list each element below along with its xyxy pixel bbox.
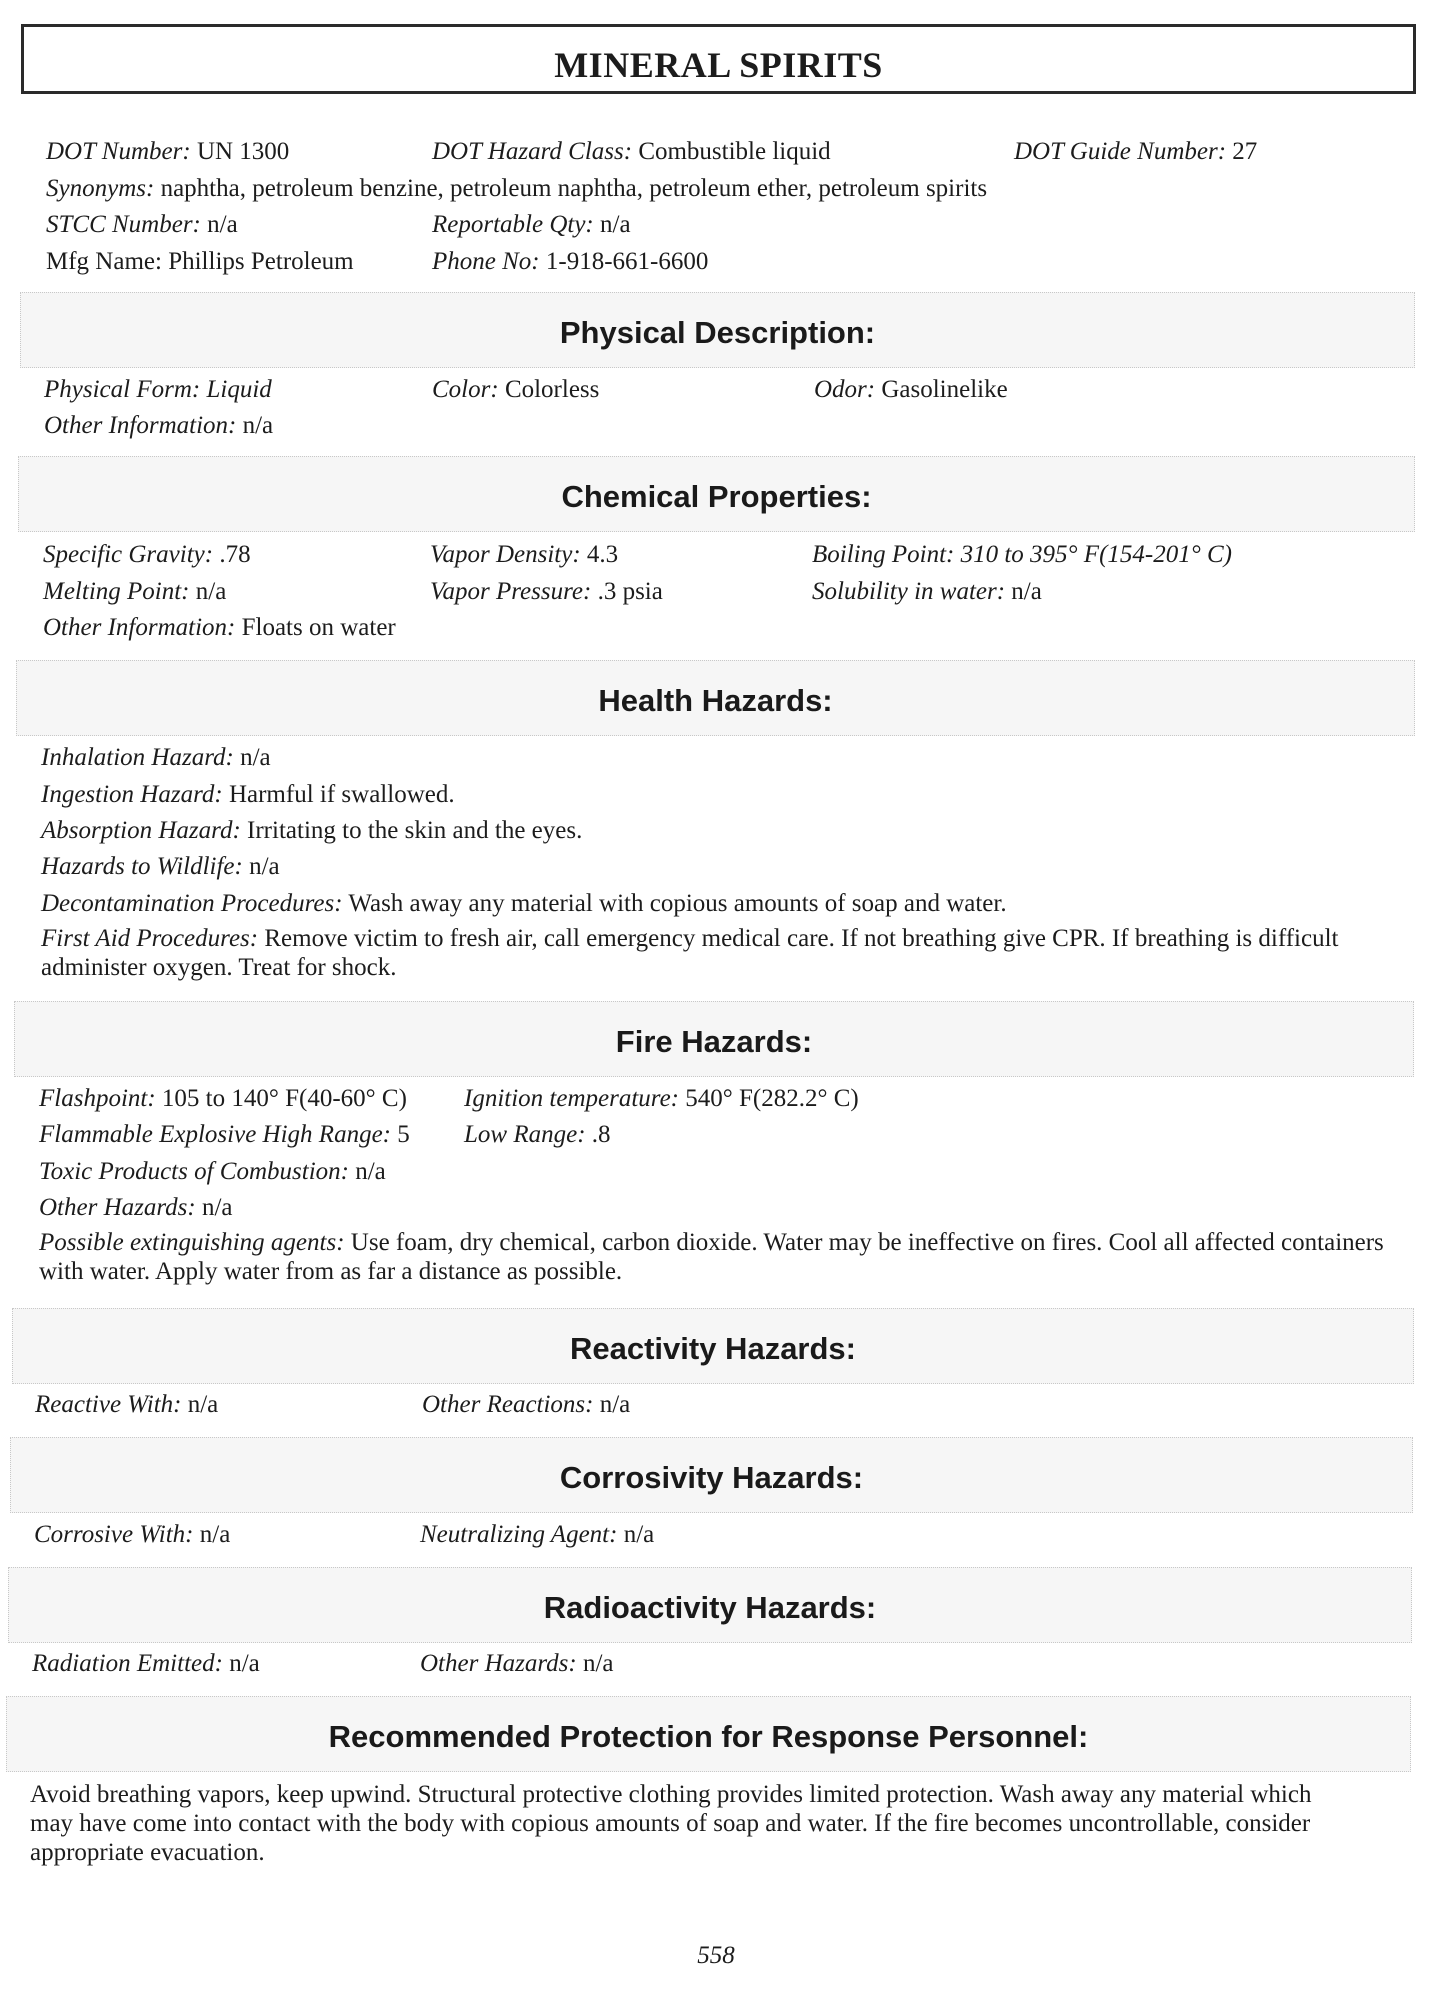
- radiation-emitted-field: [32, 1651, 260, 1676]
- extinguishing-agents-field: [39, 1228, 1411, 1286]
- color-label: Color:: [432, 376, 499, 403]
- decontamination-value: Wash away any material with copious amounts of soap and water.: [348, 890, 1007, 917]
- ingestion-hazard-field: [41, 782, 455, 807]
- wildlife-hazard-label: Hazards to Wildlife:: [41, 853, 243, 880]
- physical-other-info-value: n/a: [242, 412, 274, 439]
- synonyms-field: [46, 176, 987, 201]
- radiation-emitted-value: n/a: [229, 1650, 260, 1677]
- chemical-properties-heading: Chemical Properties:: [561, 479, 872, 514]
- melting-point-field: [43, 579, 226, 604]
- odor-label: Odor:: [814, 376, 876, 403]
- color-value: Colorless: [504, 376, 600, 403]
- chemical-other-info-label: Other Information:: [43, 614, 236, 641]
- physical-other-info-field: [44, 413, 273, 438]
- flashpoint-value: 105 to 140° F(40-60° C): [161, 1085, 407, 1112]
- synonyms-label: Synonyms:: [46, 175, 155, 202]
- low-range-label: Low Range:: [464, 1121, 586, 1148]
- vapor-density-field: [430, 542, 618, 567]
- ignition-temperature-label: Ignition temperature:: [464, 1085, 680, 1112]
- dot-number-value: UN 1300: [196, 138, 290, 165]
- radio-other-hazards-field: [420, 1651, 614, 1676]
- phone-no-value: 1-918-661-6600: [545, 248, 709, 275]
- reactive-with-value: n/a: [187, 1391, 219, 1418]
- corrosive-with-field: [34, 1522, 230, 1547]
- reportable-qty-field: [432, 212, 631, 237]
- inhalation-hazard-value: n/a: [240, 744, 271, 771]
- phone-no-field: [432, 249, 708, 274]
- dot-guide-number-label: DOT Guide Number:: [1014, 138, 1227, 165]
- fire-hazards-band: [14, 1001, 1414, 1077]
- health-hazards-heading: Health Hazards:: [598, 683, 833, 718]
- wildlife-hazard-value: n/a: [249, 853, 280, 880]
- radio-other-hazards-label: Other Hazards:: [420, 1650, 577, 1677]
- reactive-with-label: Reactive With:: [35, 1391, 182, 1418]
- physical-other-info-label: Other Information:: [44, 412, 237, 439]
- boiling-point-field: [812, 542, 1232, 567]
- specific-gravity-field: [43, 542, 251, 567]
- boiling-point-label: Boiling Point:: [812, 541, 955, 568]
- stcc-number-label: STCC Number:: [46, 211, 201, 238]
- corrosivity-hazards-heading: Corrosivity Hazards:: [559, 1460, 864, 1495]
- dot-hazard-class-label: DOT Hazard Class:: [432, 138, 633, 165]
- solubility-label: Solubility in water:: [812, 578, 1006, 605]
- dot-guide-number-value: 27: [1232, 138, 1258, 165]
- low-range-field: [464, 1122, 611, 1147]
- other-reactions-label: Other Reactions:: [422, 1391, 594, 1418]
- decontamination-field: [41, 891, 1007, 916]
- radioactivity-hazards-heading: Radioactivity Hazards:: [543, 1590, 877, 1625]
- first-aid-value: Remove victim to fresh air, call emergency medical care. If not breathing give CPR. If breathing is difficult administer oxygen. Treat for shock.: [41, 925, 1339, 981]
- extinguishing-agents-value: Use foam, dry chemical, carbon dioxide. Water may be ineffective on fires. Cool all affected containers with water. Apply water from as far a distance as possible.: [39, 1229, 1384, 1285]
- first-aid-field: [41, 924, 1411, 982]
- reactivity-hazards-band: [12, 1308, 1414, 1384]
- fire-hazards-heading: Fire Hazards:: [615, 1024, 813, 1059]
- phone-no-label: Phone No:: [432, 248, 540, 275]
- inhalation-hazard-label: Inhalation Hazard:: [41, 744, 234, 771]
- radioactivity-hazards-band: [8, 1567, 1412, 1643]
- high-range-label: Flammable Explosive High Range:: [39, 1121, 391, 1148]
- physical-description-heading: Physical Description:: [559, 315, 876, 350]
- specific-gravity-value: .78: [219, 541, 251, 568]
- specific-gravity-label: Specific Gravity:: [43, 541, 214, 568]
- ingestion-hazard-value: Harmful if swallowed.: [228, 781, 455, 808]
- melting-point-label: Melting Point:: [43, 578, 190, 605]
- stcc-number-value: n/a: [207, 211, 238, 238]
- corrosivity-hazards-band: [10, 1437, 1413, 1513]
- chemical-other-info-field: [43, 615, 396, 640]
- radiation-emitted-label: Radiation Emitted:: [32, 1650, 223, 1677]
- toxic-products-label: Toxic Products of Combustion:: [39, 1158, 349, 1185]
- page-title: MINERAL SPIRITS: [554, 45, 883, 85]
- high-range-value: 5: [397, 1121, 410, 1148]
- dot-hazard-class-value: Combustible liquid: [638, 138, 831, 165]
- melting-point-value: n/a: [195, 578, 227, 605]
- chemical-properties-band: [18, 456, 1415, 532]
- reactive-with-field: [35, 1392, 218, 1417]
- dot-guide-number-field: [1014, 139, 1257, 164]
- synonyms-value: naphtha, petroleum benzine, petroleum naphtha, petroleum ether, petroleum spirits: [160, 175, 988, 202]
- solubility-field: [812, 579, 1042, 604]
- chemical-other-info-value: Floats on water: [241, 614, 396, 641]
- mfg-name-value: Phillips Petroleum: [168, 248, 354, 275]
- dot-number-label: DOT Number:: [46, 138, 191, 165]
- first-aid-label: First Aid Procedures:: [41, 925, 259, 952]
- mfg-name-label: Mfg Name:: [46, 248, 162, 275]
- inhalation-hazard-field: [41, 745, 271, 770]
- reportable-qty-value: n/a: [600, 211, 631, 238]
- corrosive-with-label: Corrosive With:: [34, 1521, 194, 1548]
- radio-other-hazards-value: n/a: [582, 1650, 614, 1677]
- ignition-temperature-field: [464, 1086, 859, 1111]
- reactivity-hazards-heading: Reactivity Hazards:: [569, 1331, 856, 1366]
- dot-number-field: [46, 139, 289, 164]
- neutralizing-agent-value: n/a: [623, 1521, 655, 1548]
- vapor-pressure-label: Vapor Pressure:: [430, 578, 592, 605]
- mfg-name-field: [46, 249, 354, 274]
- other-reactions-field: [422, 1392, 630, 1417]
- fire-other-hazards-field: [39, 1195, 233, 1220]
- high-range-field: [39, 1122, 410, 1147]
- flashpoint-label: Flashpoint:: [39, 1085, 156, 1112]
- flashpoint-field: [39, 1086, 407, 1111]
- boiling-point-value: 310 to 395° F(154-201° C): [960, 541, 1232, 568]
- vapor-density-label: Vapor Density:: [430, 541, 581, 568]
- neutralizing-agent-label: Neutralizing Agent:: [420, 1521, 618, 1548]
- dot-hazard-class-field: [432, 139, 831, 164]
- protection-text: Avoid breathing vapors, keep upwind. Structural protective clothing provides limited protection. Wash away any material which may have come into contact with the body with copious amounts of soap and water. If the fire becomes uncontrollable, consider appropriate evacuation.: [30, 1781, 1312, 1866]
- physical-form-field: [44, 377, 272, 402]
- protection-heading: Recommended Protection for Response Personnel:: [328, 1719, 1089, 1754]
- title-box: [21, 24, 1416, 94]
- odor-field: [814, 377, 1008, 402]
- other-reactions-value: n/a: [599, 1391, 631, 1418]
- vapor-density-value: 4.3: [586, 541, 619, 568]
- absorption-hazard-label: Absorption Hazard:: [41, 817, 241, 844]
- page-number: 558: [697, 1942, 735, 1969]
- extinguishing-agents-label: Possible extinguishing agents:: [39, 1229, 345, 1256]
- reportable-qty-label: Reportable Qty:: [432, 211, 594, 238]
- toxic-products-value: n/a: [355, 1158, 386, 1185]
- absorption-hazard-field: [41, 818, 582, 843]
- physical-form-label: Physical Form:: [44, 376, 201, 403]
- low-range-value: .8: [591, 1121, 611, 1148]
- ignition-temperature-value: 540° F(282.2° C): [685, 1085, 859, 1112]
- protection-band: [6, 1696, 1411, 1772]
- color-field: [432, 377, 599, 402]
- stcc-number-field: [46, 212, 238, 237]
- decontamination-label: Decontamination Procedures:: [41, 890, 343, 917]
- odor-value: Gasolinelike: [881, 376, 1008, 403]
- wildlife-hazard-field: [41, 854, 280, 879]
- fire-other-hazards-label: Other Hazards:: [39, 1194, 196, 1221]
- physical-description-band: [20, 292, 1415, 368]
- ingestion-hazard-label: Ingestion Hazard:: [41, 781, 223, 808]
- health-hazards-band: [16, 660, 1415, 736]
- solubility-value: n/a: [1011, 578, 1042, 605]
- neutralizing-agent-field: [420, 1522, 654, 1547]
- vapor-pressure-value: .3 psia: [597, 578, 663, 605]
- physical-form-value: Liquid: [206, 376, 272, 403]
- absorption-hazard-value: Irritating to the skin and the eyes.: [247, 817, 583, 844]
- toxic-products-field: [39, 1159, 386, 1184]
- corrosive-with-value: n/a: [199, 1521, 231, 1548]
- fire-other-hazards-value: n/a: [201, 1194, 233, 1221]
- vapor-pressure-field: [430, 579, 663, 604]
